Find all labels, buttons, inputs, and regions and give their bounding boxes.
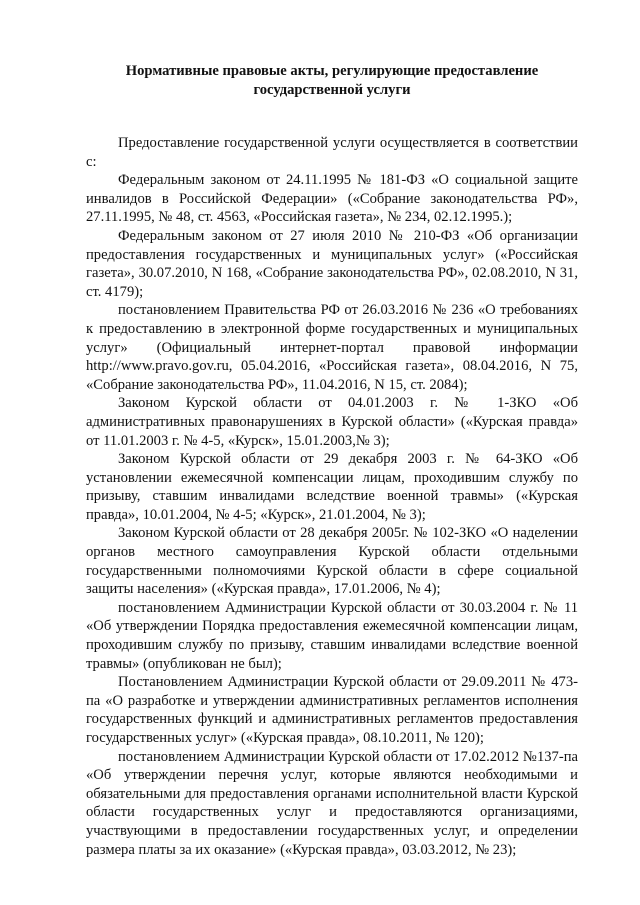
paragraph-administration-resolution-137: постановлением Администрации Курской области от 17.02.2012 №137-па «Об утверждении перечня услуг, которые являются необходимыми и обязательными для предоставления органами исполнительной власти Курской области государственных услуг и предоставляются организациями, участвующими в предоставлении государственных услуг, и определении размера платы за их оказание» («Курская правда», 03.03.2012, № 23); bbox=[86, 748, 578, 858]
paragraph-administration-resolution-11: постановлением Администрации Курской области от 30.03.2004 г. № 11 «Об утверждении Порядка предоставления ежемесячной компенсации лицам, проходившим службу по призыву, ставшим инвалидами вследствие военной травмы» (опубликован не был); bbox=[86, 599, 578, 672]
paragraph-kursk-law-1-zko: Законом Курской области от 04.01.2003 г. № 1-ЗКО «Об административных правонарушениях в Курской области» («Курская правда» от 11.01.2003 г. № 4-5, «Курск», 15.01.2003,№ 3); bbox=[86, 395, 578, 449]
paragraph-federal-law-181: Федеральным законом от 24.11.1995 № 181-ФЗ «О социальной защите инвалидов в Российской Федерации» («Собрание законодательства РФ», 27.11.1995, № 48, ст. 4563, «Российская газета», № 234, 02.12.1995.); bbox=[86, 172, 578, 226]
title-line-2: государственной услуги bbox=[253, 82, 411, 98]
title-line-1: Нормативные правовые акты, регулирующие предоставление bbox=[125, 63, 539, 79]
paragraph-government-resolution-236: постановлением Правительства РФ от 26.03.2016 № 236 «О требованиях к предоставлению в электронной форме государственных и муниципальных услуг» (Официальный интернет-портал правовой информации http://www.pravo.gov.ru, 05.04.2016, «Российская газета», 08.04.2016, N 75, «Собрание законодательства РФ», 11.04.2016, N 15, ст. 2084); bbox=[86, 302, 578, 393]
paragraph-kursk-law-102-zko: Законом Курской области от 28 декабря 2005г. № 102-ЗКО «О наделении органов местного самоуправления Курской области отдельными государственными полномочиями Курской области в сфере социальной защиты населения» («Курская правда», 17.01.2006, № 4); bbox=[86, 525, 578, 598]
paragraph-intro: Предоставление государственной услуги осуществляется в соответствии с: bbox=[86, 135, 578, 170]
document-title bbox=[86, 62, 578, 100]
document-body bbox=[86, 134, 578, 859]
paragraph-federal-law-210: Федеральным законом от 27 июля 2010 № 210-ФЗ «Об организации предоставления государственных и муниципальных услуг» («Российская газета», 30.07.2010, N 168, «Собрание законодательства РФ», 02.08.2010, N 31, ст. 4179); bbox=[86, 227, 578, 300]
paragraph-kursk-law-64-zko: Законом Курской области от 29 декабря 2003 г. № 64-ЗКО «Об установлении ежемесячной компенсации лицам, проходившим службу по призыву, ставшим инвалидами вследствие военной травмы» («Курская правда», 10.01.2004, № 4-5; «Курск», 21.01.2004, № 3); bbox=[86, 451, 578, 523]
paragraph-administration-resolution-473: Постановлением Администрации Курской области от 29.09.2011 № 473-па «О разработке и утверждении административных регламентов исполнения государственных функций и административных регламентов предоставления государственных услуг» («Курская правда», 08.10.2011, № 120); bbox=[86, 674, 578, 746]
